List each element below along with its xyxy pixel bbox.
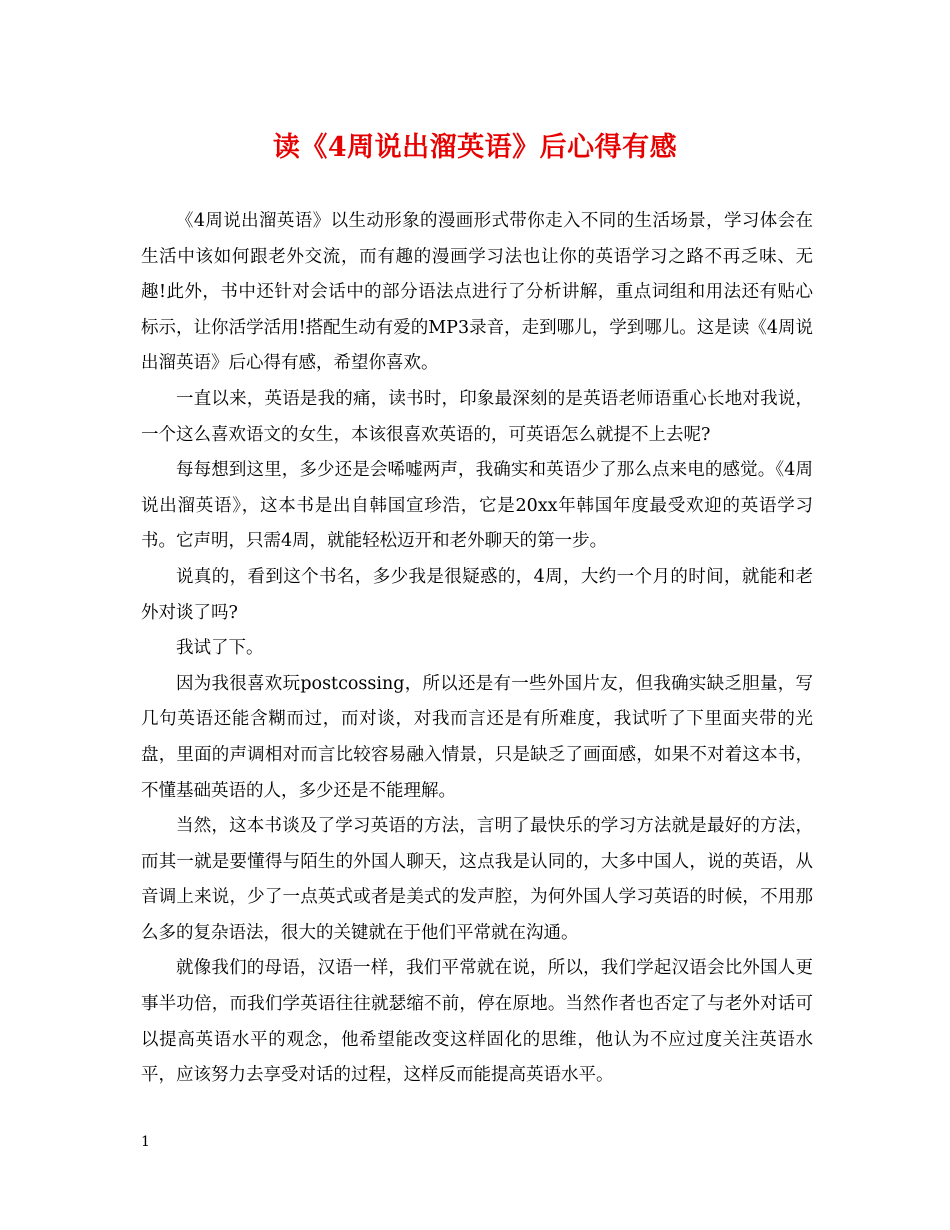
paragraph: 一直以来，英语是我的痛，读书时，印象最深刻的是英语老师语重心长地对我说，一个这么喜欢语文的女生，本该很喜欢英语的，可英语怎么就提不上去呢? [141,388,813,445]
paragraph: 当然，这本书谈及了学习英语的方法，言明了最快乐的学习方法就是最好的方法，而其一就是要懂得与陌生的外国人聊天，这点我是认同的，大多中国人，说的英语，从音调上来说，少了一点英式或者是美式的发声腔，为何外国人学习英语的时候，不用那么多的复杂语法，很大的关键就在于他们平常就在沟通。 [141,816,813,943]
paragraph: 就像我们的母语，汉语一样，我们平常就在说，所以，我们学起汉语会比外国人更事半功倍，而我们学英语往往就瑟缩不前，停在原地。当然作者也否定了与老外对话可以提高英语水平的观念，他希望能改变这样固化的思维，他认为不应过度关注英语水平，应该努力去享受对话的过程，这样反而能提高英语水平。 [141,958,813,1086]
document-body [141,204,813,1094]
paragraph: 每每想到这里，多少还是会唏嘘两声，我确实和英语少了那么点来电的感觉。《4周说出溜英语》，这本书是出自韩国宣珍浩，它是20xx年韩国年度最受欢迎的英语学习书。它声明，只需4周，就能轻松迈开和老外聊天的第一步。 [141,460,813,552]
paragraph: 我试了下。 [176,638,264,659]
paragraph: 说真的，看到这个书名，多少我是很疑惑的，4周，大约一个月的时间，就能和老外对谈了吗? [141,566,813,623]
paragraph: 《4周说出溜英语》以生动形象的漫画形式带你走入不同的生活场景，学习体会在生活中该如何跟老外交流，而有趣的漫画学习法也让你的英语学习之路不再乏味、无趣!此外，书中还针对会话中的部分语法点进行了分析讲解，重点词组和用法还有贴心标示，让你活学活用!搭配生动有爱的MP3录音，走到哪儿，学到哪儿。这是读《4周说出溜英语》后心得有感，希望你喜欢。 [141,211,813,374]
document-title: 读《4周说出溜英语》后心得有感 [272,132,678,163]
page-number: 1 [141,1134,150,1150]
paragraph: 因为我很喜欢玩postcossing，所以还是有一些外国片友，但我确实缺乏胆量，写几句英语还能含糊而过，而对谈，对我而言还是有所难度，我试听了下里面夹带的光盘，里面的声调相对而言比较容易融入情景，只是缺乏了画面感，如果不对着这本书，不懂基础英语的人，多少还是不能理解。 [141,673,813,801]
